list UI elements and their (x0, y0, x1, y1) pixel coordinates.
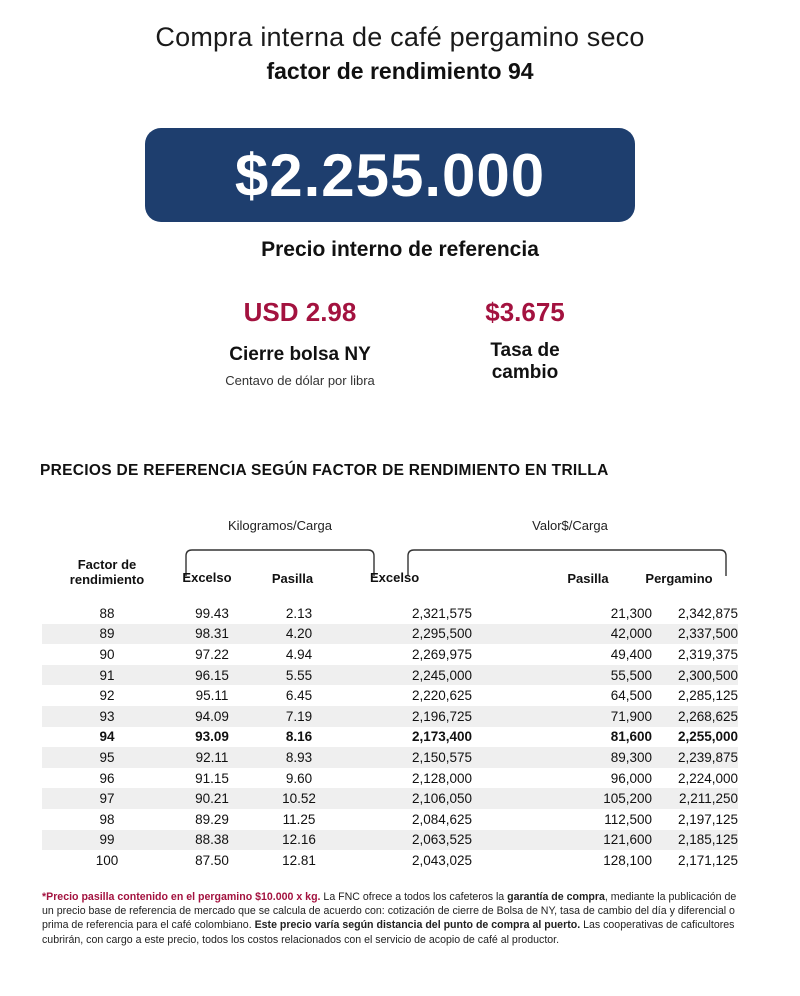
cell-factor: 94 (99, 729, 115, 745)
table-row (42, 747, 738, 768)
cell-kg-pasilla: 7.19 (285, 708, 313, 724)
col-header-valor-pasilla: Pasilla (567, 571, 609, 586)
cell-kg-pasilla: 8.93 (285, 749, 313, 765)
footnote-text-1: La FNC ofrece a todos los cafeteros la (320, 891, 508, 903)
ny-close-value: USD 2.98 (243, 297, 357, 327)
cell-factor: 88 (99, 605, 115, 621)
exchange-rate-label-line2: cambio (491, 362, 559, 383)
reference-price-box (145, 128, 635, 222)
cell-kg-pasilla: 9.60 (285, 770, 313, 786)
reference-price-caption: Precio interno de referencia (261, 238, 539, 261)
table-row (42, 706, 738, 727)
footnote-text-3: Las cooperativas de caficultores cubrirán, con cargo a este precio, todos los costos relacionados con el servicio de acopio de café al productor. (42, 919, 735, 946)
cell-kg-excelso: 97.22 (195, 646, 229, 662)
cell-factor: 96 (99, 770, 115, 786)
cell-valor-pergamino: 2,255,000 (677, 729, 738, 745)
cell-valor-excelso: 2,106,050 (411, 791, 472, 807)
cell-factor: 90 (99, 646, 115, 662)
cell-kg-pasilla: 8.16 (285, 729, 313, 745)
cell-factor: 99 (99, 832, 115, 848)
cell-factor: 95 (99, 749, 115, 765)
col-header-kg-excelso: Excelso (182, 570, 232, 585)
cell-valor-pergamino: 2,337,500 (677, 626, 738, 642)
cell-kg-pasilla: 6.45 (285, 688, 313, 704)
cell-valor-pergamino: 2,185,125 (677, 832, 738, 848)
table-row (42, 644, 738, 665)
table-row (42, 768, 738, 789)
cell-valor-excelso: 2,321,575 (411, 605, 472, 621)
cell-kg-pasilla: 10.52 (282, 791, 316, 807)
ny-close-label: Cierre bolsa NY (229, 344, 371, 365)
cell-kg-excelso: 94.09 (195, 708, 229, 724)
cell-valor-pergamino: 2,171,125 (677, 852, 738, 868)
cell-kg-excelso: 92.11 (195, 749, 229, 765)
cell-valor-excelso: 2,128,000 (411, 770, 472, 786)
col-header-valor-excelso: Excelso (370, 570, 420, 585)
cell-factor: 91 (99, 667, 115, 683)
cell-kg-pasilla: 12.81 (282, 852, 316, 868)
table-row (42, 850, 738, 871)
cell-valor-pasilla: 21,300 (610, 605, 652, 621)
cell-valor-pergamino: 2,239,875 (677, 749, 738, 765)
cell-valor-pergamino: 2,211,250 (678, 791, 738, 807)
cell-factor: 93 (99, 708, 115, 724)
cell-kg-excelso: 98.31 (195, 626, 229, 642)
cell-valor-excelso: 2,173,400 (411, 729, 472, 745)
cell-factor: 97 (99, 791, 115, 807)
cell-valor-pergamino: 2,319,375 (677, 646, 738, 662)
col-header-valor-pergamino: Pergamino (645, 571, 713, 586)
col-header-factor (42, 557, 172, 587)
cell-kg-excelso: 93.09 (195, 729, 229, 745)
price-table (42, 603, 738, 871)
cell-valor-pasilla: 55,500 (610, 667, 652, 683)
cell-valor-pasilla: 81,600 (610, 729, 652, 745)
cell-valor-pasilla: 42,000 (610, 626, 652, 642)
col-header-kg-pasilla: Pasilla (271, 571, 314, 586)
cell-factor: 100 (95, 852, 119, 868)
table-row (42, 809, 738, 830)
cell-valor-excelso: 2,063,525 (411, 832, 472, 848)
cell-valor-pasilla: 105,200 (603, 791, 652, 807)
cell-kg-excelso: 88.38 (195, 832, 229, 848)
cell-valor-pergamino: 2,285,125 (677, 688, 738, 704)
table-row (42, 603, 738, 624)
exchange-rate-label (445, 340, 605, 384)
group-header-valor: Valor$/Carga (532, 518, 608, 533)
cell-valor-excelso: 2,043,025 (411, 852, 472, 868)
cell-kg-pasilla: 11.25 (282, 811, 316, 827)
table-row (42, 685, 738, 706)
cell-valor-pasilla: 112,500 (604, 811, 652, 827)
cell-factor: 98 (99, 811, 115, 827)
cell-valor-excelso: 2,150,575 (411, 749, 472, 765)
table-row (42, 788, 738, 809)
page-title: Compra interna de café pergamino seco (155, 22, 645, 52)
footnote-pasilla-note: *Precio pasilla contenido en el pergamino $10.000 x kg. (42, 891, 321, 903)
cell-factor: 92 (99, 688, 115, 704)
cell-valor-excelso: 2,295,500 (411, 626, 472, 642)
cell-kg-excelso: 91.15 (195, 770, 229, 786)
table-row (42, 665, 738, 686)
footnote (42, 890, 742, 947)
cell-valor-pergamino: 2,342,875 (677, 605, 738, 621)
cell-valor-excelso: 2,245,000 (411, 667, 472, 683)
cell-valor-pasilla: 64,500 (610, 688, 652, 704)
cell-valor-excelso: 2,220,625 (411, 688, 472, 704)
cell-kg-pasilla: 5.55 (285, 667, 313, 683)
col-header-factor-line2: rendimiento (69, 572, 145, 587)
table-row (42, 830, 738, 851)
page-subtitle: factor de rendimiento 94 (266, 58, 534, 84)
cell-valor-excelso: 2,269,975 (411, 646, 472, 662)
cell-valor-excelso: 2,084,625 (411, 811, 472, 827)
cell-kg-pasilla: 4.20 (285, 626, 313, 642)
table-row (42, 727, 738, 748)
group-header-kg: Kilogramos/Carga (227, 518, 333, 533)
cell-kg-excelso: 99.43 (195, 605, 229, 621)
cell-kg-pasilla: 4.94 (285, 646, 313, 662)
cell-valor-pergamino: 2,300,500 (677, 667, 738, 683)
cell-kg-excelso: 90.21 (195, 791, 229, 807)
cell-valor-pasilla: 128,100 (603, 852, 652, 868)
col-header-factor-line1: Factor de (77, 557, 137, 572)
cell-valor-pasilla: 49,400 (610, 646, 652, 662)
cell-factor: 89 (99, 626, 115, 642)
cell-kg-excelso: 89.29 (195, 811, 229, 827)
cell-valor-pergamino: 2,224,000 (677, 770, 738, 786)
cell-valor-pasilla: 121,600 (603, 832, 652, 848)
ny-close-unit: Centavo de dólar por libra (225, 373, 375, 388)
cell-kg-pasilla: 2.13 (285, 605, 313, 621)
table-row (42, 624, 738, 645)
cell-valor-pergamino: 2,197,125 (677, 811, 738, 827)
cell-valor-pasilla: 71,900 (610, 708, 652, 724)
footnote-bold-2: Este precio varía según distancia del punto de compra al puerto. (254, 919, 581, 932)
exchange-rate-label-line1: Tasa de (490, 340, 560, 361)
footnote-text-2: , mediante la publicación de un precio base de referencia de mercado que se calcula de acuerdo con: cotización de cierre de Bolsa de NY, tasa de cambio del día y diferencial o prima de referencia para el café colombiano. (42, 891, 737, 932)
reference-price-value: $2.255.000 (234, 141, 546, 209)
cell-kg-pasilla: 12.16 (282, 832, 316, 848)
cell-valor-excelso: 2,196,725 (411, 708, 472, 724)
table-section-title: PRECIOS DE REFERENCIA SEGÚN FACTOR DE RENDIMIENTO EN TRILLA (40, 462, 609, 479)
cell-valor-pasilla: 89,300 (610, 749, 652, 765)
cell-kg-excelso: 95.11 (195, 688, 229, 704)
cell-kg-excelso: 96.15 (195, 667, 229, 683)
cell-valor-pergamino: 2,268,625 (677, 708, 738, 724)
cell-valor-pasilla: 96,000 (610, 770, 652, 786)
exchange-rate-value: $3.675 (485, 297, 565, 327)
cell-kg-excelso: 87.50 (195, 852, 229, 868)
footnote-bold-1: garantía de compra (507, 891, 605, 903)
